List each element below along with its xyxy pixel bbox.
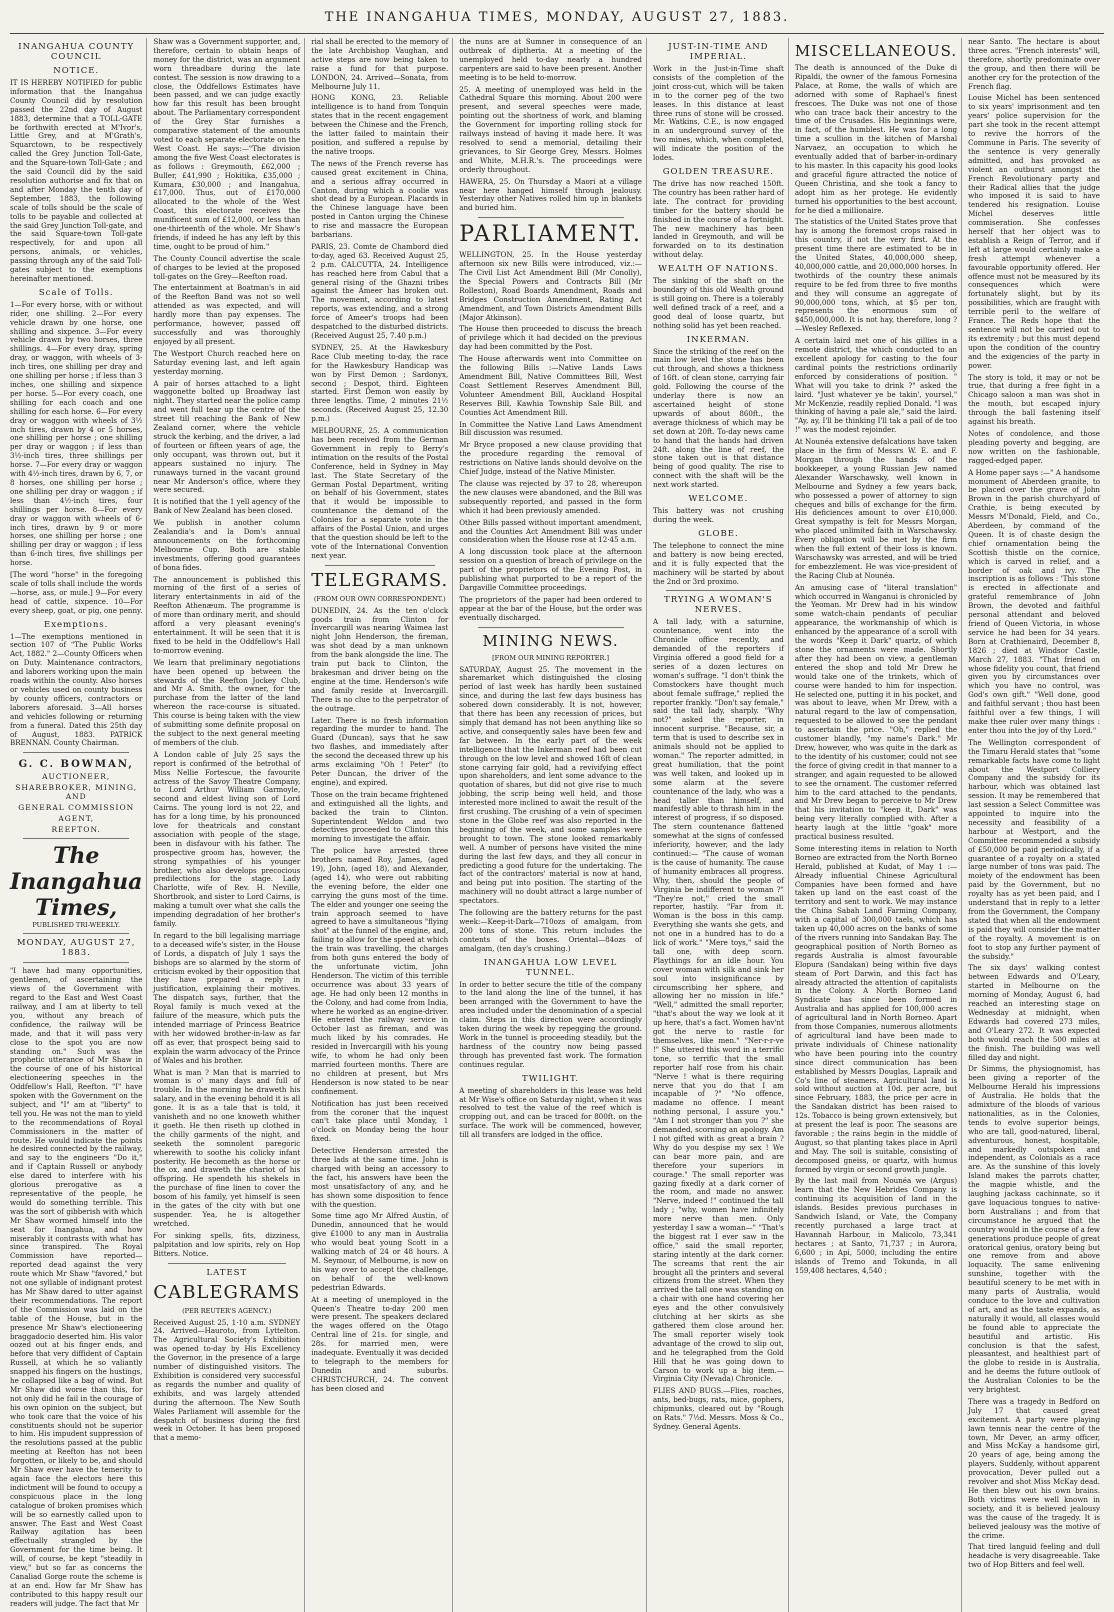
divider [23,838,129,839]
divider [478,627,624,628]
article-paragraph: The police have arrested three brothers named Roy, James, (aged 19), John, (aged 18), and Alexander, (aged 14), who were out rabbiting the evening before, the elder one carrying the guns most of the time. The elder and younger one seeing the train approach seemed to have agreed to have a simultaneous "flying shot" at the funnel of the engine, and, failing to allow for the speed at which the train was travelling, the charges from both guns entered the body of the unfortunate victim, John Henderson. The victim of this terrible occurrence was about 33 years of age. He had only been 12 months in the Colony, and had come from India, where he worked as an engine-driver. He entered the railway service in October last as fireman, and was much liked by his comrades. He resided in Invercargill with his young wife, to whom he had only been married fourteen months. There are no children at present, but Mrs Henderson is now stated to be near confinement. [311,846,449,1096]
article-paragraph: An amusing case of "literal translation" which occurred in Wanganui is chronicled by the Yeoman. Mr Drew had in his window some watch-chain pendants of peculiar appearance, the workmanship of which is enhanced by the appearance of a scroll with the words "Keep it Dark" quartz, of which stone the ornaments were made. Shortly after they had been on view, a gentleman entered the shop and told Mr Drew he would take one of the trinkets, which of course were handed to him for inspection. He selected one, putting it in his pocket, and was about to leave, when Mr Drew, with a natural regard to the law of compensation, requested to be allowed to see the pendant to ascertain the price. "Oh," replied the customer blandly, "my name's Dark." Mr Drew, however, who was quite in the dark as to the identity of his customer, could not see the force of giving credit in that manner to a stranger, and again requested to be allowed to see the ornament. The customer referred him to the card attached to the pendants, and Mr Drew began to perceive to Mr Drew that his invitation to "keep it, Dark" was being very literally complied with. After a hearty laugh at the little "goak" more practical business resulted. [794,582,958,842]
article-paragraph: There was a tragedy in Bedford on July 17 that caused great excitement. A party were playing lawn tennis near the centre of the town, Mr Dever, an army officer, and Miss McKay a handsome girl, 20 years of age, being among the players. Suddenly, without apparent provocation, Dever pulled out a revolver and shot Miss McKay dead. He then blew out his own brains. Both victims were well known in society, and it is believed jealousy was the cause of the tragedy. It is believed jealousy was the motive of the crime. [968,1396,1100,1540]
cablegrams-heading: CABLEGRAMS [153,1281,301,1303]
telegrams-source: (FROM OUR OWN CORRESPONDENT.) [313,594,446,603]
section-heading: GLOBE. [698,528,739,539]
editorial: "I have had many opportunities, gentlemen, of ascertaining the views of the Government with regard to the East and West Coast railway, and I am at liberty to tell you, without any breach of confidence, the railway will be made, and that it will pass very close to the spot you are now standing on." Such was the prophetic utterance of Mr Shaw in the course of one of his historical electioneering speeches in the Oddfellow's Hall, Reefton. "I" have spoken with the Government on the subject, and "I" am at "liberty" to tell you. He was not the man to yield to the recommendations of Royal Commissioners in the matter of route. He would indicate the points he desired connected by the railway, and say to the engineers "Do it," and if Captain Russell or anybody else dared to interfere with his glorious prerogative as a representative of the people, he would do something terrible. This was the sort of gibberish with which Mr Shaw wormed himself into the seat for Inangahua, and how miserably it contrasts with what has since transpired. The Royal Commission have reported—reported dead against the very route which Mr Shaw "favored," but not one syllable of indignant protest has Mr Shaw dared to utter against their recommendations. The report of the Commission was laid on the table of the House, but in the presence Mr Shaw's electioneering braggadocio deserted him. His valor oozed out at his finger ends, and before that very diffident of Captain Russell, at which he so valiantly snapped his fingers on the hustings, he collapsed like a bag of wind. But Mr Shaw did worse than this, for not only did he fail in the courage of his own opinion on the subject, but who took care that the voice of his constituents should not be superior to him. His impudent suppression of the resolutions passed at the public meeting at Reefton has not been forgotten, or likely to be, and should Mr Shaw ever have the temerity to again face the electors here this indictment will be found to occupy a conspicuous place in the long catalogue of broken promises which will be so earnestly called upon to answer. The East and West Coast Railway agitation has been effectually strangled by the Government for the time being. It will, of course, be kept "steadily in view," but so far as concerns the Canaliad Gorge route the scheme is at an end. How far Mr Shaw has contributed to this happy result our readers will judge. The fact that Mr [10,966,143,1608]
article-paragraph: DUNEDIN, 24. As the ten o'clock goods train from Clinton for Invercargill was nearing Waimea last night John Henderson, the fireman, was shot dead by a man unknown from the bank alongside the line. The train put back to Clinton, the brakesman and driver being on the engine at the time. Henderson's wife and family reside at Invercargill. There is no clue to the perpetrator of the outrage. [311,605,449,713]
section-heading: TRYING A WOMAN'S NERVES. [664,595,773,616]
bowman-ad-line: AUCTIONEER, [42,772,111,782]
article-paragraph: The Westport Church reached here on Saturday evening last, and left again yesterday morning. [153,348,301,376]
article-paragraph: Some interesting items in relation to North Borneo are extracted from the North Borneo Herald, published at Kudat, of May 1 :—Already influential Chinese Agricultural Companies have been formed and have taken up land on the east coast of the territory and sent to work. We may instance the China Sabah Land Farming Company, with a capital of 300,000 taels, which has taken up 40,000 acres on the banks of some of the rivers running into Sandakan Bay. The geographical position of North Borneo as regards Australia is almost favourable Elopura (Sandakan) being within five days steam of Port Darwin, and this fact has already attracted the attention of capitalists in the Colony. A North Borneo Land Syndicate has since been formed in Australia and has applied for 100,000 acres of agricultural land in North Borneo. Apart from those Companies, numerous allotments of agricultural land have been made to private individuals of Chinese nationality who have been pouring into the country since direct communication has been established by Messrs Douglas, Lapraik and Co's line of steamers. Agricultural land is sold without auction at 10d. per acre, but since February, 1883, the price per acre in the Sandakan district has been raised to 12s. Tobacco is being grown extensively, but at present the leaf is poor. The seasons are favorable ; the rains begin in the middle of August, so that planting takes place in April and May. The soil is suitable, consisting of decomposed gneiss, or quartz, with humus formed by virgin or second growth jungle. [794,843,958,1174]
dateline: MONDAY, AUGUST 27, 1883. [16,938,136,959]
article-paragraph: The telephone to connect the mine and battery is now being erected, and it is fully expected that the machinery will be started by about the 2nd or 3rd proximo. [652,540,784,586]
bowman-ad-name: G. C. BOWMAN, [18,759,134,771]
article-paragraph: The story is told, it may or not be true, that during a free fight in a Chicago saloon a man was shot in the mouth, but escaped injury through the ball fastening itself against his breath. [968,372,1100,427]
bowman-ad-line: AGENT, [58,814,95,824]
article-paragraph: Other Bills passed without important amendment, and the Counties Act Amendment Bill was under consideration when the House rose at 12·45 a.m. [459,517,642,545]
article-paragraph: Since the striking of the reef on the main low level the stone has been cut through, and shows a thickness of 16ft. of clean stone, carrying fair gold. Following the course of the underlay there is now an ascertained height of stone upwards of about 860ft., the average thickness of which may be set down at 20ft. To-day news came to hand that the hands had driven 24ft. along the line of reef, the stone taken out is that distance being of good quality. The rise to connect with the shaft will be the next work started. [652,346,784,490]
article-paragraph: In order to better secure the title of the company to the land along the line of the tunnel, it has been arranged with the Government to have the area included under the denomination of a special claim. Steps in this direction were accordingly taken during the week by repegging the ground. Work in the tunnel is proceeding steadily, but the hardness of the country now being passed through has prevented fast work. The formation continues regular. [459,979,642,1069]
divider [168,1263,285,1264]
masthead: THE INANGAHUA TIMES, MONDAY, AUGUST 27, 1883. [324,10,790,25]
article-paragraph: The House afterwards went into Committee on the following Bills :—Native Lands Laws Amendment Bill, Native Committees Bill, West Coast Settlement Reserves Amendment Bill, Volunteer Amendment Bill, Auckland Hospital Reserves Bill, Kawhia Township Sale Bill, and Counties Act Amendment Bill. [459,354,642,417]
article-paragraph: The six days' walking contest between Edwards and O'Leary, started in Melbourne on the morning of Monday, August 6, had reached an interesting stage on Wednesday at midnight, when Edwards had covered 273 miles, and O'Leary 272. It was expected both would reach the 500 miles at the finish. The building was well filled day and night. [968,963,1100,1062]
article-paragraph: Shaw was a Government supporter, and, therefore, certain to obtain heaps of money for the district, was an argument worn threadbare during the late contest. The session is now drawing to a close, the Oddfellows Estimates have been passed, and we can judge exactly how far this result has been brought about. The Parliamentary correspondent of the Grey Star furnishes a comparative statement of the amounts voted to each separate electorate on the West Coast. He says:—"The division among the five West Coast electorates is as follows : Greymouth, £62,000 ; Buller, £41,990 ; Hokitika, £35,000 ; Kumara, £30,000 ; and Inangahua, £17,000. Thus, out of £170,000 allocated to the whole of the West Coast, this electorate receives the munificent sum of £12,000, or less than one-thirteenth of the whole. Mr Shaw's friends, if indeed he has any left by this time, ought to be proud of him." [153,37,301,251]
article-paragraph: The announcement is published this morning of the first of a series of literary entertainments in aid of the Reefton Athenæum. The programme is of more than ordinary merit, and should afford a very pleasant evening's entertainment. It will be seen that it is fixed to be held in the Oddfellow's Hall to-morrow evening. [153,574,301,655]
article-paragraph: Notes of condolence, and those pleading poverty and begging, are now written on the fashionable, ragged-edged paper. [968,428,1100,465]
publication-note: PUBLISHED TRI-WEEKLY. [32,921,121,930]
article-paragraph: At a meeting of unemployed in the Queen's Theatre to-day 200 men were present. The speakers declared the wages offered on the Otago Central line of 21s. for single, and 28s. for married men, were inadequate. Eventually it was decided to telegraph to the members for Dunedin and suburbs. CHRISTCHURCH, 24. The convent has been closed and [311,1294,449,1393]
article-paragraph: Detective Henderson arrested the three lads at the same time. John is charged with being an accessory to the fact, his answers have been the most unsatisfactory of any, and he has shown some disposition to fence with the question. [311,1146,449,1209]
article-paragraph: The clause was rejected by 37 to 28, whereupon the new clauses were abandoned, and the Bill was subsequently reported, and passed in the form which it had been previously amended. [459,478,642,515]
article-paragraph: In Committee the Native Land Laws Amendment Bill discussion was resumed. [459,419,642,438]
section-heading: GOLDEN TREASURE. [662,166,775,177]
article-paragraph: 25. A meeting of unemployed was held in the Cathedral Square this morning. About 200 were present, and several speeches were made, pointing out the shortness of work, and blaming the Government for importing rolling stock for railways instead of having it made here. It was resolved to send a memorial, detailing their grievances, to Sir George Grey, Messrs. Holmes and White, M.H.R.'s. The proceedings were orderly throughout. [459,84,642,174]
article-paragraph: HAWERA, 25. On Thursday a Maori at a village near here hanged himself through jealousy. Yesterday other Natives rolled him up in blankets and buried him. [459,176,642,213]
article-paragraph: The proprietors of the paper had been ordered to appear at the bar of the House, but the order was eventually discharged. [459,594,642,622]
article-paragraph: rial shall be erected to the memory of the late Archbishop Vaughan, and active steps are now being taken to raise a fund for that purpose. LONDON, 24. Arrived—Sonata, from Melbourne July 11. [311,37,449,91]
article-paragraph: The news of the French reverse has caused great excitement in China, and a serious affray occurred in Canton, during which a coolie was shot dead by a European. Placards in the Chinese language have been posted in Canton urging the Chinese to rise and massacre the European barbarians. [311,158,449,240]
parliament-heading: PARLIAMENT. [459,222,642,248]
section-heading: JUST-IN-TIME AND IMPERIAL. [668,42,769,62]
article-paragraph: In regard to the bill legalising marriage to a deceased wife's sister, in the House of Lords, a dispatch of July 1 says the bishops are so alarmed by the storm of criticism evoked by their opposition that they have prepared a reply in justification, explaining their motives. The dispatch says, further, that the Royal family is much vexed at the failure of the measure, which puts the intended marriage of Princess Beatrice with her widowed brother-in-law as far off as ever, that prospect being said to explain the warm advocacy of the Prince of Wales and his brother. [153,930,301,1065]
advertisement: That tired languid feeling and dull headache is very disagreeable. Take two of Hop Bitters and feel well. [968,1542,1100,1570]
article-paragraph: The statistics of the United States prove that hay is among the foremost crops raised in this country, if not the very first. At the present time there are estimated to be in the United States, 40,000,000 sheep, 40,000,000 cattle, and 20,000,000 horses. In twothirds of the country these animals require to be fed from three to five months and they will consume an aggregate of 90,000,000 tons, which, at $5 per ton, represents the enormous sum of $450,000,000. It is not hay, therefore, long ?—Wesley Reflexed. [794,217,958,334]
article-paragraph: Mr Bryce proposed a new clause providing that the procedure regarding the removal of restrictions on Native lands should devolve on the Chief Judge, instead of the Native Minister. [459,440,642,477]
article-paragraph: SATURDAY, August 25. The movement in the sharemarket which distinguished the closing period of last week has hardly been sustained since, and during the last few days business has sobered down considerably. It is not, however, that there has been any recession of prices, but simply that demand has not been anything like so active, and consequently sales have been few and far between. In the early part of the week intelligence that the Inkerman reef had been cut through on the low level and showed 16ft of clean stone carrying fair gold, had a revivifying effect upon shareholders, and lent some advance to the quotation of shares, but did not give rise to much jobbing, the scrip being well held, and those interested more inclined to await the result of the first crushing. The crushing of a vein of specimen stone in the Globe reef was also reported in the beginning of the week, and some samples were brought to town. The stone looked remarkably well. A number of persons have visited the mine during the last few days, and they all concur in predicting a good future for the undertaking. The fact of the contractors' material is now at hand, and being put into position. The starting of the machinery will no doubt attract a large number of spectators. [459,664,642,906]
divider [666,590,771,591]
columns [10,37,1104,1608]
divider [23,752,129,753]
article-paragraph: A certain laird met one of his gillies in a remote district, the which conducted to an excellent apology for casting to the four cardinal points the restrictions ordinarily enforced by considerations of position. " What will you take to drink ?" asked the laird. "Just whatever ye be takin', yoursel," Mr McKenzie, readily replied Donald. "I was thinking of having a pale ale," said the laird. "Ay, ay, I'll be thinking I'll tak a pail of de too !" was the modest rejoinder. [794,336,958,435]
article-paragraph: MELBOURNE, 25. A communication has been received from the German Government in reply to Berry's intimation on the results of the Postal Conference, held in Sydney in May last. The State Secretary of the German Postal Department, writing on behalf of his Government, states that it would be impossible to countenance the demand of the Colonies for a separate vote in the affairs of the Postal Union, and urges that the question should be left to the vote of the International Convention next year. [311,426,449,560]
column-3 [311,38,453,1612]
divider [478,217,624,218]
telegrams-heading: TELEGRAMS. [311,569,449,591]
article-paragraph: By the last mail from Nounéa we (Argus) learn that the New Hebrides Company is continuing its acquisition of land in the islands. Besides previous purchases in Sandwich Island, or Vate, the Company recently purchased a large tract at Havannah Harbour, in Malicolo, 73,341 hectares ; at Santo, 71,737 ; in Aurora, 6,600 ; in Api, 5000, including the entire islands of Tremo and Tokunda, in all 159,408 hectares, 4,540 ; [794,1176,958,1275]
article-paragraph: The County Council advertise the scale of charges to be levied at the proposed toll-gates on the Grey—Reefton road. [153,253,301,281]
article-paragraph: SYDNEY, 25. At the Hawkesbury Race Club meeting to-day, the race for the Hawkesbury Handicap was won by First Demon ; Sardonyx, second ; Despot, third. Eighteen started. First Demon won easily by three lengths. Time, 2 minutes 21½ seconds. (Received August 25, 12.30 p.m.) [311,342,449,424]
article-paragraph: Notification has just been received from the coroner that the inquest can't take place until Monday, 1 o'clock on Monday being the hour fixed. [311,1098,449,1144]
article-paragraph: The death is announced of the Duke di Ripaldi, the owner of the famous Fornesina Palace, at Rome, the walls of which are adorned with some of Raphael's finest frescoes. The Duke was not one of those who can trace back their ancestry to the time of the Crusades. His beginnings were, in fact, of the humblest. He was for a long time a scullion in the kitchen of Marshal Narvaez, an occupation to which he eventually added that of barber-in-ordinary to his master. In this capacity his good looks and graceful figure attracted the notice of Queen Christina, and she took a fancy to adopt him as her protege. He evidently turned his opportunities to the best account, for he died a millionaire. [794,63,958,215]
article-paragraph: HONG KONG, 23. Reliable intelligence is to hand from Tonquin states that in the recent engagement between the Chinese and the French, the latter failed to maintain their position, and suffered a repulse by the native troops. [311,93,449,156]
column-5 [653,38,789,1612]
miscellaneous-heading: MISCELLANEOUS. [794,42,958,60]
article-paragraph: For sinking spells, fits, dizziness, palpitation and low spirits, rely on Hop Bitters. Notice. [153,1230,301,1258]
article-paragraph: A tall lady, with a saturnine, countenance, went into the Chronicle office recently, and demanded of the reporters if Virginia offered a good field for a series of a dozen lectures on woman's suffrage. "I don't think the Comstockers have thought much about female suffrage," replied the reporter frankly. "Don't say female," said the tall lady, sharply. "Why not?" asked the reporter, in innocent surprise. "Because, sir, a term that is used to describe sex in animals should not be applied to woman." The reporter admitted, in great humiliation, that the point was well taken, and looked up in some alarm at the severe countenance of the lady, who was a head taller than himself, and manifestly able to thrash him in the interest of progress, if so disposed. The stern countenance flattened somewhat at the signs of confessed inferiority, however, and the lady continued:— "The cause of woman is the cause of humanity. The cause of humanity embraces all progress. Why, then, should the people of Virginia be indifferent to woman ?" "They're not," cried the small reporter, hastily. "Far from it. Woman is the boss in this camp. Everything she wants she gets, and not one in a hundred has to do a lick of work." "Mere toys," said the tall one, with deep scorn. Playthings for an idle hour. You cover woman with silk and sink her soul into insignificance by circumscribing her sphere, and allowing her no mission in life." "Well," admitted the small reporter, "that's about the way we look at it up here, that's a fact. Women hav'nt got the nerve to rastle for themselves, like men." "Ner-r-r-ve !" She uttered this word in a terrific tone, so terrific that the small reporter half rose from his chair. "Nerve ! what is there requiring nerve that you do that I am incapable of ?" "No offence, madame no offence. I meant nothing personal, I assure you." "Am I not stronger than you ?" she demanded, scorning an apology. Am I not gifted with as great a brain ? Why do you despise my sex ! We can bear more pain, and are therefore your superiors in courage." The small reporter was gazing fixedly at a dark corner of the room, and made no answer. "Nerve, indeed !" continued the tall lady ; "why, women have infinitely more nerve than men. Only yesterday I saw a woman—" "That's the biggest rat I ever saw in the office," said the small reporter, staring intently at the dark corner. The screams that rent the air brought all the printers and several citizens from the street. When they arrived the tall one was standing on a chair with one hand covering her eyes and the other convulsively clutching at her skirts as she gathered them close around her. The small reporter wisely took advantage of the crowd to slip out, and he telegraphed from the Gold Hill that he was going down to Carson to work up a big item.—Virginia City (Nevada) Chronicle. [652,617,784,1384]
exemptions: 1—The exemptions mentioned in section 107 of "The Public Works Act, 1882." 2—County Officers when on Duty. Maintenance contractors, and laborers working upon the main roads within the county. Also horses or vehicles used on county business by county officers, contractors or laborers aforesaid. 3—All horses and vehicles following or returning from a funeral. Dated this 25th day of August, 1883. PATRICK BRENNAN. County Chairman. [10,631,143,748]
divider [325,565,435,566]
masthead-rule [10,33,1104,34]
section-heading: INKERMAN. [686,334,750,345]
article-paragraph: Work in the Just-in-Time shaft consists of the completion of the joint cross-cut, which will be taken in to the corner peg of the two leases. In this distance at least three runs of stone will be crossed. Mr. Watkins, C.E., is now engaged in an underground survey of the two mines, which, when completed, will indicate the position of the lodes. [652,64,784,163]
tunnel-heading: INANGAHUA LOW LEVEL TUNNEL. [483,957,618,978]
article-paragraph: near Santo. The hectare is about three acres. "French interests" will, therefore, shortly predominate over the group, and then there will be another cry for the protection of the French flag. [968,37,1100,91]
article-paragraph: WELLINGTON, 25. In the House yesterday afternoon six new Bills were introduced, viz.:—The Civil List Act Amendment Bill (Mr Conolly), the Special Powers and Contracts Bill (Mr Rolleston), Road Boards Amendment, Roads and Bridges Construction Amendment, Rating Act Amendment, and Town Districts Amendment Bills (Major Atkinson). [459,250,642,322]
bowman-ad-line: REEFTON. [51,825,101,835]
article-paragraph: The sinking of the shaft on the boundary of this old Wealth ground is still going on. There is a tolerably well defined track of a reef, and a good deal of loose quartz, but nothing solid has yet been reached. [652,276,784,330]
article-paragraph: It is notified that the 1 yell agency of the Bank of New Zealand has been closed. [153,497,301,516]
cablegrams-source: (PER REUTER'S AGENCY.) [182,1306,272,1315]
article-paragraph: A London cable of July 25 says the report is confirmed of the betrothal of Miss Nellie Fortescue, the favourite actress of the Savoy Theatre Company, to Lord Arthur William Garmoyle, second and eldest living son of Lord Cairns. The young lord is not 22, and has for a long time, by his pronounced love for theatricals and constant association with people of the stage, been in disfavour with his father. The prospective groom has, however, the strong sympathies of his younger brother, who also develops precocious predilections for the stage. Lady Charlotte, wife of Rev. H. Neville, Shortbrook, and sister to Lord Cairns, is making a tumult over what she calls the impending degradation of her brother's family. [153,749,301,928]
article-paragraph: Later. There is no fresh information regarding the murder to hand. The Guard (Duncan), says that he saw two flashes, and immediately after the second the deceased threw up his arms exclaiming "Oh ! Peter" (to Peter Duncan, the driver of the engine), and expired. [311,715,449,787]
mining-news-heading: MINING NEWS. [482,631,619,650]
notice-heading: NOTICE. [53,66,100,76]
section-heading: WELCOME. [688,494,749,505]
article-paragraph: What is man ? Man that is married to woman is o' many days and full of trouble. In the morning he draweth his salary, and in the evening behold it is all gone. It is as a tale that is told, it vanisheth and no one knoweth whither it goeth. He then riseth up clothed in the chilly garments of the night, and seeketh the somnolent paregoric wherewith to soothe his colicky infant posterity. He becometh as the horse or the ox, and draweth the chariot of his offspring. He spendeth his shekels in the purchase of fine linen to cover the bosom of his family, yet himself is seen in the gates of the city with but one suspender. Yea, he is altogether wretched. [153,1067,301,1228]
column-1 [10,38,147,1612]
advertisement: FLIES AND BUGS.—Flies, roaches, ants, bed-bugs, rats, mice, gophers, chipmunks, cleared out by "Rough on Rats." 7½d. Messrs. Moss & Co., Sydney. General Agents. [652,1386,784,1431]
article-paragraph: Received August 25, 1·10 a.m. SYDNEY 24. Arrived—Hauroto, from Lyttelton. The Agricultural Society's Exhibition was opened to-day by His Excellency the Governor, in the presence of a large number of distinguished visitors. The Exhibition is considered very successful as regards the number and quality of exhibits, and was largely attended during the afternoon. The New South Wales Parliament will assemble for the despatch of business during the first week in October. It has been proposed that a memo- [153,1317,301,1443]
article-paragraph: Louise Michel has been sentenced to six years' imprisonment and ten years' police supervision for the part she took in the recent attempt to revive the horrors of the Commune in Paris. The severity of the sentence is very generally admitted, and has provoked as violent an outburst amongst the French Revolutionary party and their Radical allies that the judge who imposed it is said to have tendered his resignation. Louise Michel deserves little commiseration. She confesses herself that her object was to establish a Reign of Terror, and if left at large would certainly make a fresh attempt whenever a favourable opportunity offered. Her offence must not be measured by its consequences which were fortunately slight, but by its possibilities, which are fraught with terrible peril to the welfare of France. The Reds hope that the sentence will not be carried out to its extremity ; but this must depend upon the condition of the country and the exigencies of the party in power. [968,93,1100,370]
article-paragraph: We learn that preliminary negotiations have been opened up between the stewards of the Reefton Jockey Club, and Mr A. Smith, the owner, for the purchase from the latter of the land whereon the race-course is situated. This course is being taken with the view of submitting some definite proposal on the subject to the next general meeting of members of the club. [153,657,301,747]
article-paragraph: The Wellington correspondent of the Timaru Herald states that "some remarkable facts have come to light about the Westport Colliery Company and the subsidy for its harbour, which was obtained last session. It may be remembered that last session a Select Committee was appointed to inquire into the necessity and feasibility of a harbour at Westport, and the Committee recommended a subsidy of £50,000 be paid periodically, if a guarantee of a royalty on a stated large number of tons was paid. The moiety of the endowment has been paid by the Government, but no royalty has as yet been paid, and I understand that in reply to a letter from the Government, the Company stated that when all the endowment is paid they will consider the matter of the royalty. A movement is on foot to stop any further payment of the subsidy." [968,737,1100,961]
column-6 [795,38,962,1612]
article-paragraph: Some time ago Mr Alfred Austin, of Dunedin, announced that he would give £1000 to any man in Australia who would beat young Scott in a walking match of 24 or 48 hours. A M. Seymour, of Melbourne, is now on his way over to accept the challenge, on behalf of the well-known pedestrian Edwards. [311,1211,449,1292]
article-paragraph: The entertainment at Boatman's in aid of the Reefton Band was not so well attended as was expected, and will hardly more than pay expenses. The performance, however, passed off successfully and was thoroughly enjoyed by all present. [153,283,301,346]
mining-source: [FROM OUR MINING REPORTER.] [492,653,610,662]
nameplate: The Inangahua Times, [10,843,143,922]
article-paragraph: A Home paper says :—" A handsome monument of Aberdeen granite, to be placed over the grave of John Brown in the parish churchyard of Crathie, is being executed by Messrs M'Donald, Field, and Co., Aberdeen, by command of the Queen. It is of chaste design the chief ornamentation being the Scottish thistle on the cornice, which is carved in relief, and a border of oak and ivy. The inscription is as follows : 'This stone is erected in affectionate and grateful remembrance of John Brown, the devoted and faithful personal attendant and beloved friend of Queen Victoria, in whose service he had been for 34 years. Born at Crathienaird, December 8, 1826 ; died at Windsor Castle, March 27, 1883. "That friend on whose fidelity you count, that friend given you by circumstances over which you have no control, was God's own gift." "Well done, good and faithful servant ; thou hast been faithful over a few things, I will make thee ruler over many things : enter thou into the joy of thy Lord." [968,467,1100,735]
article-paragraph: The drive has now reached 150ft. The country has been rather hard of late. The contract for providing timber for the battery should be finished in the course of a fortnight. The new machinery has been landed in Greymouth, and will be forwarded on to its destination without delay. [652,178,784,260]
article-paragraph: The House then proceeded to discuss the breach of privilege which it had decided on the previous day had been committed by the Post. [459,324,642,352]
column-2 [153,38,305,1612]
column-4 [459,38,647,1612]
article-paragraph: Those on the train became frightened and extinguished all the lights, and backed the train to Clinton. Superintendent Weldon and two detectives proceeded to Clinton this morning to investigate the affair. [311,789,449,844]
article-paragraph: the nuns are at Sumner in consequence of an outbreak of diptheria. At a meeting of the unemployed held to-day nearly a hundred carpenters are said to have been present. Another meeting is to be held to-morrow. [459,37,642,82]
twilight-heading: TWILIGHT. [522,1073,580,1084]
bowman-ad-line: GENERAL COMMISSION [18,803,135,813]
article-paragraph: A long discussion took place at the afternoon session on a question of breach of privilege on the part of the proprietors of the Evening Post, in publishing what purported to be a report of the Dargaville Committee proceedings. [459,547,642,592]
toll-scale: 1—For every horse, with or without rider, one shilling. 2—For every vehicle drawn by one horse, one shilling and sixpence. 3—For every vehicle drawn by two horses, three shillings. 4—For every dray, spring dray, or waggon, with wheels of 3-inch tires, one shilling per dray and one shilling per horse ; if less than 3 inches, one shilling and sixpence per horse. 5—For every coach, one shilling for each coach and one shilling for each horse. 6—For every dray or waggon with wheels of 3½ inch tires, drawn by 4 or 5 horses, one shilling per horse ; one shilling per dray or waggon ; if less than 3½-inch tires, three shillings per horse. 7—For every dray or waggon with 4½-inch tires, drawn by 6, 7, or 8 horses, one shilling per horse ; one shilling per dray or waggon ; if less than 4½-inch tires, four shillings per horse. 8—For every dray or waggon with wheels of 6-inch tires, drawn by 9 or more horses, one shilling per horse ; one shilling per dray or waggon ; if less than 6-inch tires, five shillings per horse. [10,299,143,568]
column-7 [968,38,1104,1612]
divider [23,933,129,934]
toll-notice: IT IS HEREBY NOTIFIED for public information that the Inangahua County Council did by resolution passed the 22nd day of August 1883, determine that a TOLL-GATE be forthwith erected at M'Ivor's, Little Grey, and at M'Grath's, Squarctown, to be respectively called the Grey Junction Toll-Gate, and the Square-town Toll-Gate ; and the said Council did by the said resolution authorise and fix that on and after Monday the tenth day of September, 1883, the following scale of tolls should be the scale of tolls to be payable and collected at the said Grey Junction Toll-gate, and the said Square-town Toll-gate respectively, for and upon all persons, animals, or vehicles, passing through any of the said Toll-gates subject to the exemptions hereinafter mentioned. [10,78,143,283]
section-heading: WEALTH OF NATIONS. [658,264,779,275]
article-paragraph: A pair of horses attached to a light waggonette bolted up Broadway last night. They started near the police camp and went full tear up the centre of the street till reaching the Bank of New Zealand corner, where the vehicle struck the kerbing, and the driver, a lad of fourteen or fifteen years of age, the only occupant, was thrown out, but it appears sustained no injury. The runaways turned in the vacant ground near Mr Anderson's office, where they were secured. [153,378,301,495]
scale-heading: Scale of Tolls. [38,287,114,298]
article-paragraph: This battery was not crushing during the week. [652,506,784,524]
toll-note: [The word "horse" in the foregoing scale of tolls shall include the words—horse, ass, or mule.] 9—For every head of cattle, sixpence. 10—For every sheep, goat, or pig, one penny. [10,570,143,615]
article-paragraph: Dr Simms, the physiognomist, has been giving a reporter of the Melbourne Herald his impressions of Australia. He holds that the admixture of the bloods of various nationalities, as in the Colonies, tends to evolve superior beings, who are tall, good-natured, liberal, adventurous, honest, hospitable, and markedly outspoken and independent, as Colonials as a race are. As the sunshine of this lovely Island makes the parrots chatter, the magpie whistle, and the laughing jackass cachinnate, so it gave loquacious tongues to native-born Australians ; and from that circumstance he argued that the country would in the course of a few generations produce people of great oratorical genius, oratory being but one remove from and above loquacity. The same enlivening sunshine, together with the beautiful scenery to be met with in many parts of Australia, would conduce to the love and cultivation of art, and as the taste expands, as naturally it would, all classes would be found able to appreciate the beautiful and artistic. His conclusion is that the safest, pleasantest, and healthiest part of the globe to reside in is Australia, and he deems the future outlook of the Australian Colonies to be the very brightest. [968,1064,1100,1395]
bowman-ad-line: SHAREBROKER, MINING, AND [15,783,138,802]
divider [23,962,129,963]
council-heading: INANGAHUA COUNTY COUNCIL [18,42,135,62]
article-paragraph: A meeting of shareholders in this lease was held at Mr Wise's office on Saturday night, when it was resolved to test the value of the reef which is cropping out, and can be traced for 800ft. on the surface. The work will be commenced, however, till all transfers are lodged in the office. [459,1085,642,1140]
article-paragraph: At Nounéa extensive defalcations have taken place in the firm of Messrs W. E. and F. Morgan through the hands of the bookkeeper, a young Russian Jew named Alexander Warschawsky, well known in Melbourne and Sydney a few years back, who possessed a power of attorney to sign cheques and bills of exchange for the firm. His deficiences amount to over £10,000. Great sympathy is felt for Messrs Morgan, who placed unlimited faith in Warschawsky. Every obligation will be met by the firm when the full extent of their loss is known. Warschawsky was arrested, and will be tried for embezzlement. He was vice-president of the Racing Club at Nounéa. [794,437,958,580]
article-paragraph: We publish in another column Zealandia's and la Dom's annual announcements on the forthcoming Melbourne Cup. Both are stable investments, offering good guarantees of bona fides. [153,518,301,572]
article-paragraph: PARIS, 23. Comte de Chambord died to-day, aged 63. Received August 25, 2 p.m. CALCUTTA, 24. Intelligence has reached here from Cabul that a general rising of the Ghazni tribes against the Ameer has broken out. The movement, according to latest reports, was extending, and a strong force of Ameer's troops had been despatched to the disturbed districts. (Received August 25, 7.40 p.m.) [311,241,449,340]
article-paragraph: The following are the battery returns for the past week:—Keep-it-Dark—710ozs of amalgam, from 200 tons of stone. This return includes the contents of the boxes. Oriental—84ozs of amalgam, (ten day's crushing.) [459,908,642,953]
latest-heading: LATEST [206,1267,248,1278]
exemptions-heading: Exemptions. [44,619,109,630]
